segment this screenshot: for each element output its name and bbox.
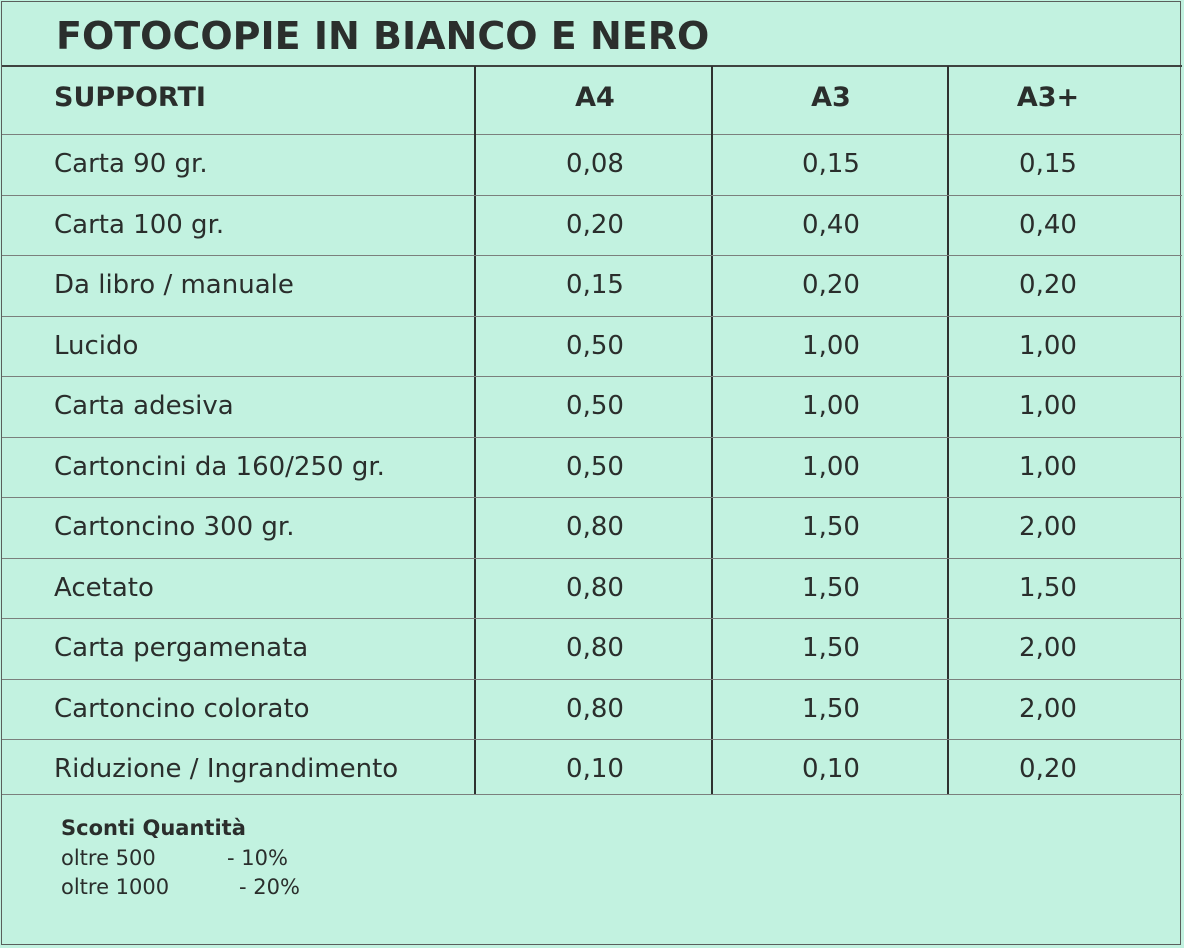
discount-line (61, 846, 288, 870)
page-title: FOTOCOPIE IN BIANCO E NERO (56, 14, 710, 58)
discount-line (61, 875, 300, 899)
price-a3plus: 1,00 (1019, 330, 1077, 361)
price-a3plus: 2,00 (1019, 512, 1077, 542)
price-a3plus: 0,20 (1019, 270, 1077, 300)
price-a4: 0,50 (566, 330, 624, 361)
header-supporti: SUPPORTI (54, 82, 206, 113)
price-a3: 0,20 (802, 270, 860, 300)
discount-label: oltre 1000 (61, 875, 170, 899)
price-a3: 1,00 (802, 451, 860, 482)
header-a4: A4 (575, 82, 615, 113)
table-bottom-divider (2, 794, 1182, 795)
header-a3: A3 (811, 82, 851, 113)
price-a4: 0,08 (566, 149, 624, 179)
price-a4: 0,20 (566, 209, 624, 240)
price-a4: 0,10 (566, 754, 624, 784)
support-name: Riduzione / Ingrandimento (54, 754, 399, 784)
price-a3plus: 0,20 (1019, 754, 1077, 784)
price-a3: 1,50 (802, 633, 860, 663)
price-sheet (1, 1, 1181, 945)
price-a4: 0,80 (566, 693, 624, 724)
price-a3plus: 2,00 (1019, 633, 1077, 663)
support-name: Da libro / manuale (54, 270, 294, 300)
support-name: Carta pergamenata (54, 633, 309, 663)
price-a3: 1,50 (802, 572, 860, 603)
price-a3: 1,00 (802, 391, 860, 421)
price-a3: 0,40 (802, 209, 860, 240)
support-name: Carta adesiva (54, 391, 234, 421)
support-name: Carta 100 gr. (54, 209, 225, 240)
header-a3plus: A3+ (1016, 82, 1080, 113)
discount-title: Sconti Quantità (61, 816, 246, 840)
price-a4: 0,80 (566, 633, 624, 663)
price-a3: 1,50 (802, 512, 860, 542)
price-a3plus: 2,00 (1019, 693, 1077, 724)
price-a3plus: 1,00 (1019, 451, 1077, 482)
price-a3: 0,10 (802, 754, 860, 784)
price-a3plus: 1,50 (1019, 572, 1077, 603)
price-a3plus: 0,40 (1019, 209, 1077, 240)
price-a4: 0,50 (566, 391, 624, 421)
discount-value: - 20% (239, 875, 300, 899)
support-name: Lucido (54, 330, 139, 361)
discount-value: - 10% (227, 846, 288, 870)
support-name: Carta 90 gr. (54, 149, 208, 179)
price-a3plus: 0,15 (1019, 149, 1077, 179)
price-a4: 0,80 (566, 572, 624, 603)
price-a4: 0,50 (566, 451, 624, 482)
support-name: Acetato (54, 572, 154, 603)
discount-label: oltre 500 (61, 846, 156, 870)
price-a3: 0,15 (802, 149, 860, 179)
support-name: Cartoncino colorato (54, 693, 310, 724)
title-divider (2, 65, 1182, 67)
price-a4: 0,80 (566, 512, 624, 542)
support-name: Cartoncino 300 gr. (54, 512, 295, 542)
price-a4: 0,15 (566, 270, 624, 300)
price-a3: 1,00 (802, 330, 860, 361)
price-a3plus: 1,00 (1019, 391, 1077, 421)
support-name: Cartoncini da 160/250 gr. (54, 451, 385, 482)
column-divider-a4 (474, 66, 476, 794)
price-a3: 1,50 (802, 693, 860, 724)
